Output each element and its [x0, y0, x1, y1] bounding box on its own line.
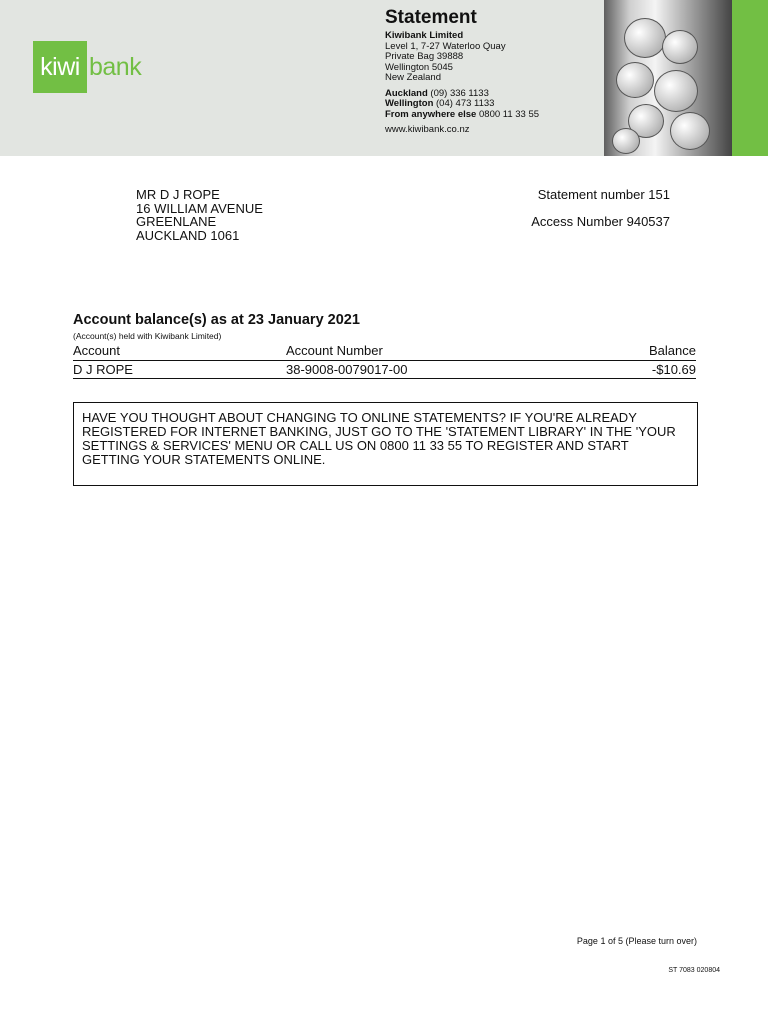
balances-table: [73, 342, 696, 379]
form-code: ST 7083 020804: [668, 967, 720, 974]
kiwibank-logo: [33, 41, 141, 93]
address-line: AUCKLAND 1061: [136, 228, 240, 244]
column-header-account: Account: [73, 343, 120, 358]
phone-number: (09) 336 1133: [430, 87, 489, 99]
phone-label: Auckland: [385, 87, 428, 99]
phone-label: From anywhere else: [385, 108, 477, 120]
coin-jar-image: [604, 0, 732, 156]
logo-bank-text: bank: [89, 52, 142, 81]
table-row: [73, 361, 696, 379]
phone-number: (04) 473 1133: [436, 98, 495, 109]
statement-info: [531, 188, 670, 229]
address-line: Private Bag 39888: [385, 51, 464, 62]
phone-number: 0800 11 33 55: [479, 108, 540, 120]
access-number: Access Number 940537: [531, 214, 670, 229]
bank-contact-block: [385, 7, 539, 136]
address-line: Wellington 5045: [385, 61, 453, 73]
phone-elsewhere: [385, 110, 539, 121]
statement-header: [0, 0, 768, 156]
address-line: Level 1, 7-27 Waterloo Quay: [385, 40, 506, 52]
balances-subtitle: (Account(s) held with Kiwibank Limited): [73, 331, 222, 341]
customer-address: [136, 188, 263, 243]
page-title: Statement: [385, 7, 477, 28]
column-header-account-number: Account Number: [286, 343, 383, 358]
company-name: Kiwibank Limited: [385, 30, 464, 41]
account-name: D J ROPE: [73, 362, 133, 377]
phone-label: Wellington: [385, 98, 434, 109]
address-line: New Zealand: [385, 72, 441, 83]
address-line: GREENLANE: [136, 214, 217, 230]
account-balance: -$10.69: [651, 362, 696, 377]
customer-name: MR D J ROPE: [136, 187, 220, 202]
balances-title: Account balance(s) as at 23 January 2021: [73, 312, 360, 328]
account-number: 38-9008-0079017-00: [286, 362, 408, 377]
table-header: [73, 342, 696, 361]
coin-jar-photo: [604, 0, 768, 156]
column-header-balance: Balance: [649, 343, 696, 358]
statement-number: Statement number 151: [537, 187, 670, 202]
online-statements-notice: HAVE YOU THOUGHT ABOUT CHANGING TO ONLINE STATEMENTS? IF YOU'RE ALREADY REGISTERED FOR INTERNET BANKING, JUST GO TO THE 'STATEMENT LIBRARY' IN THE 'YOUR SETTINGS & SERVICES' MENU OR CALL US ON 0800 11 33 55 TO REGISTER AND START GETTING YOUR STATEMENTS ONLINE.: [73, 402, 698, 486]
page-number: Page 1 of 5 (Please turn over): [576, 936, 697, 946]
website-link[interactable]: www.kiwibank.co.nz: [385, 124, 470, 135]
logo-kiwi-box: kiwi: [33, 41, 87, 93]
address-line: 16 WILLIAM AVENUE: [136, 200, 263, 216]
